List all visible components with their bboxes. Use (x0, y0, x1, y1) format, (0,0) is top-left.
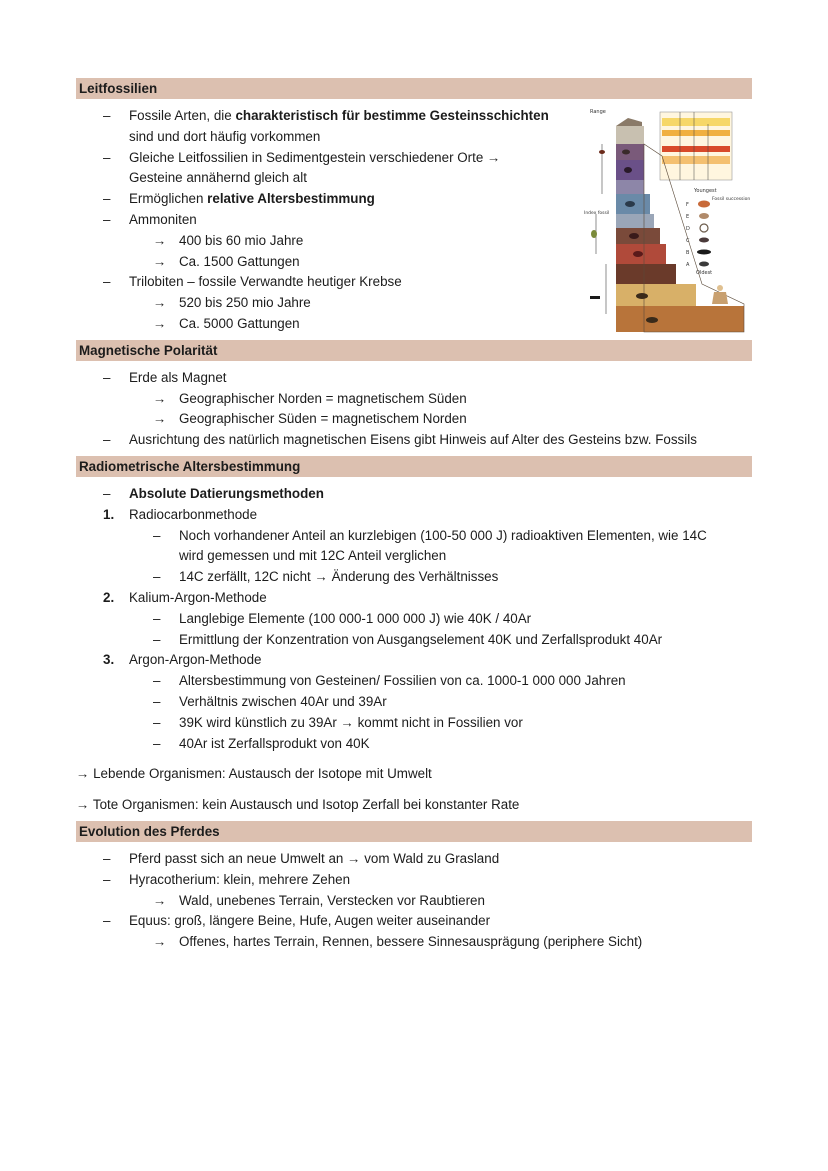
sub-list-item: → Wald, unebenes Terrain, Verstecken vor Raubtieren (76, 891, 752, 912)
numbered-item: 2. Kalium-Argon-Methode (76, 588, 752, 609)
sub-list-item: – Verhältnis zwischen 40Ar und 39Ar (76, 692, 752, 713)
sub-list-item: – Noch vorhandener Anteil an kurzlebigen (100-50 000 J) radioaktiven Elementen, wie 14C (76, 526, 752, 547)
arrow-marker: → (153, 892, 167, 908)
sub-list-item-continuation: wird gemessen und mit 12C Anteil verglichen (179, 548, 447, 564)
inset-band (662, 146, 730, 152)
strata-layer (616, 284, 696, 306)
index-fossil-icon (590, 296, 600, 299)
index-fossil-icon (591, 230, 597, 238)
fossil-icon (633, 251, 643, 257)
list-item: – Ammoniten (76, 210, 752, 231)
strata-layer (616, 306, 744, 332)
strata-layer (616, 180, 644, 194)
arrow-marker: → (153, 390, 167, 406)
list-item: – Gleiche Leitfossilien in Sedimentgestein verschiedener Orte → (76, 148, 752, 169)
dash-marker: – (103, 913, 111, 929)
arrow-marker: → (153, 411, 167, 427)
sub-list-item: → 400 bis 60 mio Jahre (76, 231, 752, 252)
strata-layer (616, 264, 676, 284)
succession-letter: B (686, 250, 690, 256)
inset-band (662, 130, 730, 136)
fossil-icon (629, 233, 639, 239)
dash-marker: – (103, 274, 111, 290)
succession-fossil-icon (698, 201, 710, 208)
dash-marker: – (103, 850, 111, 866)
dash-marker: – (103, 211, 111, 227)
strata-layer (616, 214, 654, 228)
arrow-marker: → (153, 253, 167, 269)
section-radiometrisch (76, 477, 752, 821)
fossil-succession-label: Fossil succession (712, 197, 751, 202)
sub-list-item: → Geographischer Norden = magnetischem Süden (76, 389, 752, 410)
dash-marker: – (103, 149, 111, 165)
dash-marker: – (103, 871, 111, 887)
fossil-icon (636, 293, 648, 299)
sub-list-item: – Altersbestimmung von Gesteinen/ Fossilien von ca. 1000-1 000 000 Jahren (76, 671, 752, 692)
note-lebende: → Lebende Organismen: Austausch der Isotope mit Umwelt (76, 766, 432, 782)
list-item: – Fossile Arten, die charakteristisch für bestimme Gesteinsschichten (76, 106, 752, 127)
succession-fossil-icon (697, 250, 711, 255)
dash-marker: – (103, 485, 111, 501)
list-item: – Trilobiten – fossile Verwandte heutiger Krebse (76, 272, 752, 293)
sub-list-item: – Langlebige Elemente (100 000-1 000 000 J) wie 40K / 40Ar (76, 609, 752, 630)
note-tote: → Tote Organismen: kein Austausch und Isotop Zerfall bei konstanter Rate (76, 797, 520, 813)
list-item: – Hyracotherium: klein, mehrere Zehen (76, 870, 752, 891)
sub-list-item: → 520 bis 250 mio Jahre (76, 293, 752, 314)
succession-fossil-icon (699, 262, 709, 267)
list-item: – Pferd passt sich an neue Umwelt an → vom Wald zu Grasland (76, 849, 752, 870)
dash-marker: – (103, 432, 111, 448)
sub-list-item: – 40Ar ist Zerfallsprodukt von 40K (76, 734, 752, 755)
dash-marker: – (153, 631, 161, 647)
item-number: 1. (103, 506, 115, 522)
inset-band (662, 118, 730, 126)
inset-band (662, 156, 730, 164)
dash-marker: – (153, 714, 161, 730)
sub-list-item: – 14C zerfällt, 12C nicht → Änderung des Verhältnisses (76, 567, 752, 588)
sub-list-item: – Ermittlung der Konzentration von Ausgangselement 40K und Zerfallsprodukt 40Ar (76, 630, 752, 651)
range-label: Range (590, 109, 606, 115)
sub-list-item: → Ca. 5000 Gattungen (76, 314, 752, 335)
list-item: – Erde als Magnet (76, 368, 752, 389)
sub-list-item: → Geographischer Süden = magnetischem Norden (76, 409, 752, 430)
dash-marker: – (153, 569, 161, 585)
geologist-figure (712, 292, 728, 304)
succession-letter: F (686, 202, 689, 208)
sub-list-item: – 39K wird künstlich zu 39Ar → kommt nicht in Fossilien vor (76, 713, 752, 734)
succession-letter: C (686, 238, 690, 244)
dash-marker: – (153, 527, 161, 543)
index-fossil-label: Index fossil (584, 211, 610, 216)
list-item: – Equus: groß, längere Beine, Hufe, Augen weiter auseinander (76, 911, 752, 932)
section-header-pferd: Evolution des Pferdes (76, 821, 752, 842)
list-item: – Ermöglichen relative Altersbestimmung (76, 189, 752, 210)
index-fossil-icon (599, 150, 605, 154)
arrow-marker: → (153, 232, 167, 248)
dash-marker: – (153, 735, 161, 751)
oldest-label: Oldest (696, 270, 713, 276)
strata-layer (616, 126, 644, 144)
geologist-figure (717, 285, 723, 291)
section-pferd (76, 842, 752, 958)
sub-list-item: → Ca. 1500 Gattungen (76, 252, 752, 273)
list-item-continuation: sind und dort häufig vorkommen (129, 128, 321, 144)
sub-list-item: → Offenes, hartes Terrain, Rennen, bessere Sinnesausprägung (periphere Sicht) (76, 932, 752, 953)
fossil-icon (624, 167, 632, 173)
numbered-item: 1. Radiocarbonmethode (76, 505, 752, 526)
dash-marker: – (103, 191, 111, 207)
arrow-marker: → (153, 934, 167, 950)
fossil-icon (622, 150, 630, 155)
numbered-item: 3. Argon-Argon-Methode (76, 650, 752, 671)
succession-letter: E (686, 214, 690, 220)
dash-marker: – (153, 673, 161, 689)
succession-letter: D (686, 226, 690, 232)
arrow-marker: → (153, 315, 167, 331)
dash-marker: – (103, 108, 111, 123)
succession-fossil-icon (699, 213, 709, 219)
item-number: 2. (103, 589, 115, 605)
section-header-magnetisch: Magnetische Polarität (76, 340, 752, 361)
list-item: – Ausrichtung des natürlich magnetischen Eisens gibt Hinweis auf Alter des Gesteins bzw. Fossils (76, 430, 752, 451)
section-magnetisch (76, 361, 752, 456)
fossil-icon (625, 201, 635, 207)
dash-marker: – (153, 693, 161, 709)
item-number: 3. (103, 652, 115, 668)
list-item: – Absolute Datierungsmethoden (76, 484, 752, 505)
section-header-radiometrisch: Radiometrische Altersbestimmung (76, 456, 752, 477)
list-item-continuation: Gesteine annähernd gleich alt (129, 170, 307, 186)
dash-marker: – (103, 369, 111, 385)
fossil-icon (646, 317, 658, 323)
succession-fossil-icon (700, 224, 708, 232)
succession-letter: A (686, 262, 690, 268)
rock-strata-illustration (582, 104, 754, 336)
arrow-marker: → (153, 295, 167, 311)
succession-fossil-icon (699, 238, 709, 243)
youngest-label: Youngest (694, 188, 717, 194)
dash-marker: – (153, 610, 161, 626)
section-header-leitfossilien: Leitfossilien (76, 78, 752, 99)
